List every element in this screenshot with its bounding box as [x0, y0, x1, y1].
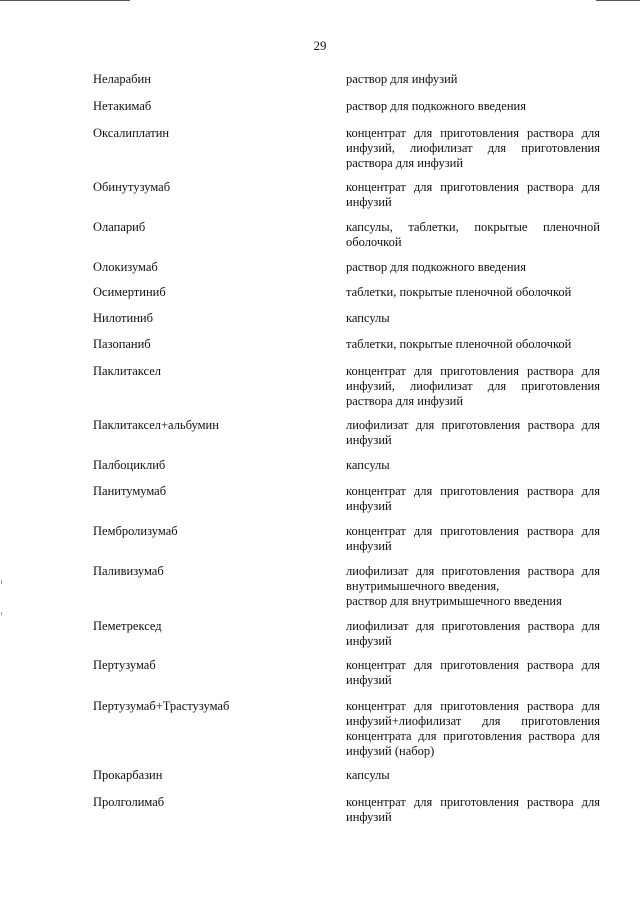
dosage-form: таблетки, покрытые пленочной оболочкой [346, 337, 572, 351]
dosage-form: лиофилизат для приготовления раствора для инфузий [346, 619, 600, 648]
dosage-form: капсулы [346, 458, 390, 472]
drug-name: Обинутузумаб [93, 180, 171, 194]
dosage-form: концентрат для приготовления раствора для инфузий [346, 524, 600, 553]
dosage-form: лиофилизат для приготовления раствора для внутримышечного введения, раствор для внутримышечного введения [346, 564, 600, 608]
dosage-form: концентрат для приготовления раствора для инфузий, лиофилизат для приготовления раствора для инфузий [346, 126, 600, 170]
dosage-form: раствор для подкожного введения [346, 99, 526, 113]
page-number: 29 [313, 38, 327, 53]
drug-name: Прокарбазин [93, 768, 163, 782]
dosage-form: концентрат для приготовления раствора для инфузий [346, 180, 600, 209]
drug-name: Нилотиниб [93, 311, 153, 325]
dosage-form: капсулы [346, 768, 390, 782]
dosage-form: концентрат для приготовления раствора для инфузий [346, 795, 600, 824]
dosage-form: концентрат для приготовления раствора для инфузий [346, 484, 600, 513]
dosage-form: капсулы, таблетки, покрытые пленочной оболочкой [346, 220, 600, 249]
dosage-form: капсулы [346, 311, 390, 325]
scan-edge-mark [1, 612, 2, 615]
drug-name: Нетакимаб [93, 99, 152, 113]
dosage-form: концентрат для приготовления раствора для инфузий+лиофилизат для приготовления концентрата для приготовления раствора для инфузий (набор) [346, 699, 600, 758]
drug-name: Неларабин [93, 72, 151, 86]
dosage-form: таблетки, покрытые пленочной оболочкой [346, 285, 572, 299]
dosage-form: лиофилизат для приготовления раствора для инфузий [346, 418, 600, 447]
drug-name: Пеметрексед [93, 619, 162, 633]
dosage-form: концентрат для приготовления раствора для инфузий [346, 658, 600, 687]
drug-name: Олокизумаб [93, 260, 158, 274]
drug-name: Олапариб [93, 220, 146, 234]
drug-name: Осимертиниб [93, 285, 166, 299]
scan-edge-mark [1, 580, 2, 584]
drug-name: Пазопаниб [93, 337, 151, 351]
drug-name: Панитумумаб [93, 484, 167, 498]
drug-name: Оксалиплатин [93, 126, 170, 140]
dosage-form: концентрат для приготовления раствора для инфузий, лиофилизат для приготовления раствора для инфузий [346, 364, 600, 408]
dosage-form: раствор для подкожного введения [346, 260, 526, 274]
scan-edge-line-left [0, 0, 130, 1]
drug-name: Паливизумаб [93, 564, 164, 578]
drug-name: Пролголимаб [93, 795, 165, 809]
drug-name: Палбоциклиб [93, 458, 166, 472]
drug-name: Паклитаксел [93, 364, 161, 378]
drug-name: Паклитаксел+альбумин [93, 418, 219, 432]
drug-name: Пертузумаб [93, 658, 156, 672]
dosage-form: раствор для инфузий [346, 72, 458, 86]
drug-name: Пертузумаб+Трастузумаб [93, 699, 230, 713]
scan-edge-line-right [596, 0, 640, 1]
drug-name: Пембролизумаб [93, 524, 178, 538]
